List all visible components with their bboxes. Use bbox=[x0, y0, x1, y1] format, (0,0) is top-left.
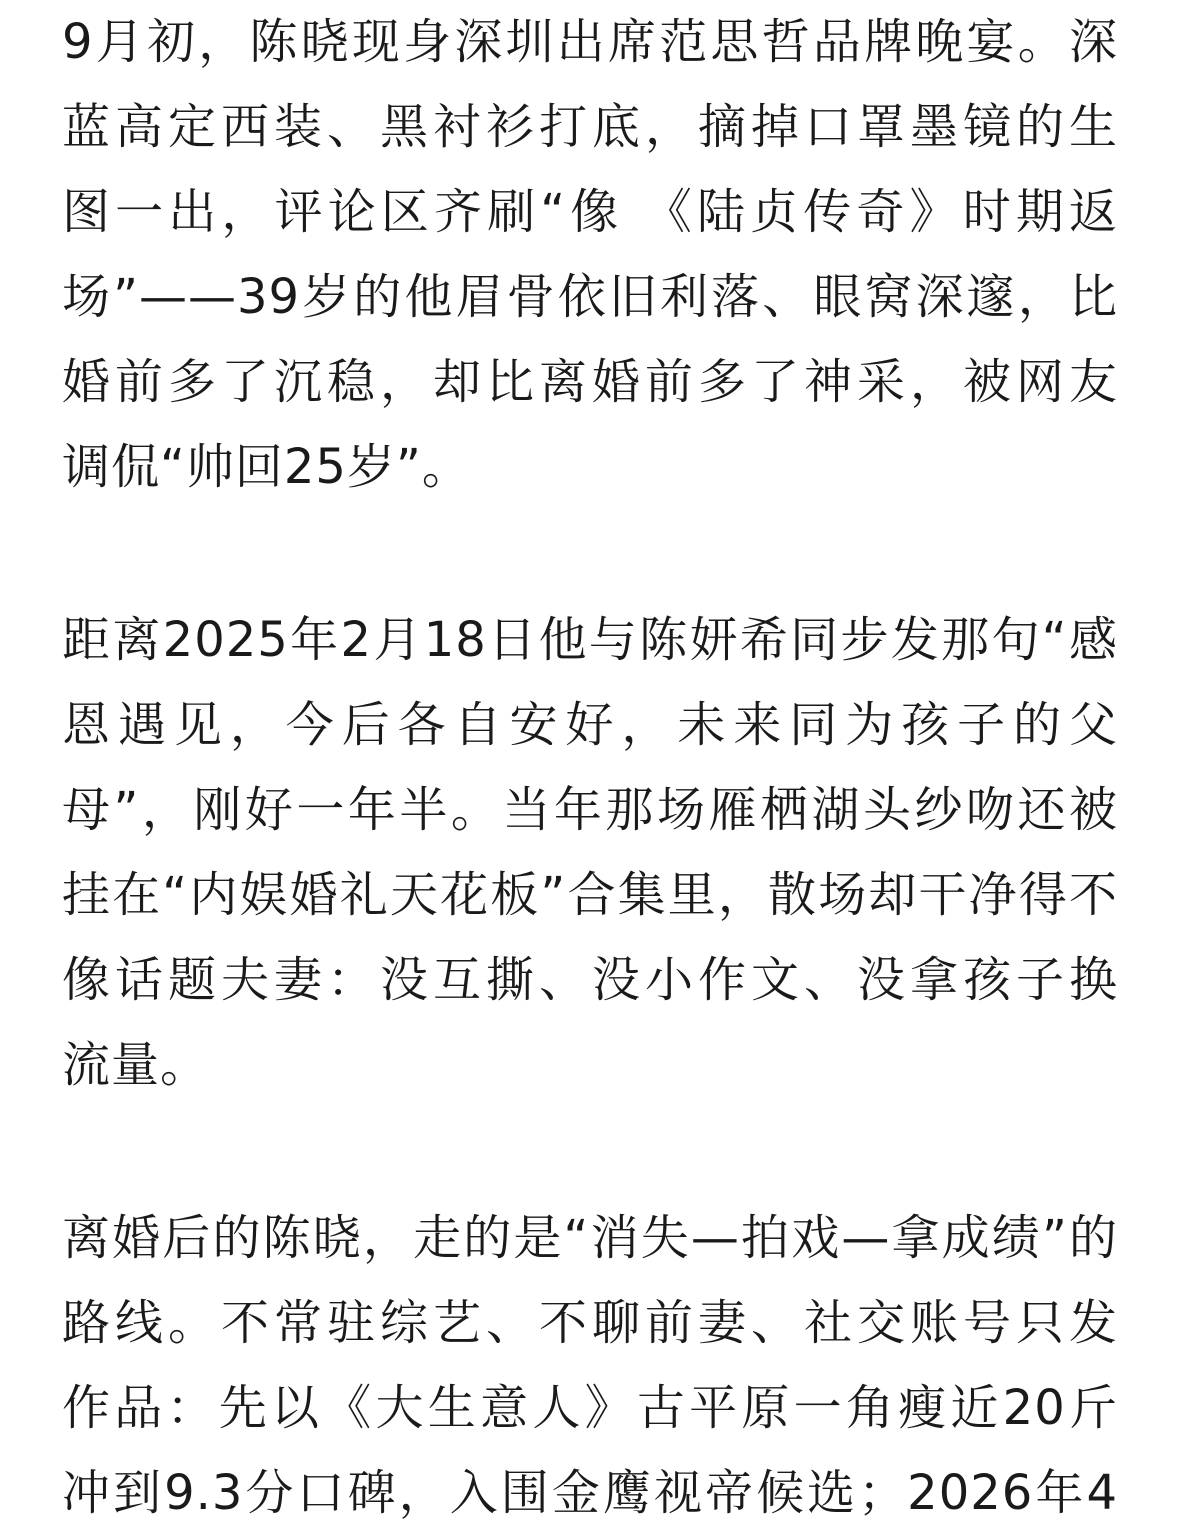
paragraph-3 bbox=[62, 1196, 1118, 1536]
text-line: 距离2025年2月18日他与陈妍希同步发那句“感 bbox=[62, 612, 1118, 668]
text-line: 冲到9.3分口碑，入围金鹰视帝候选；2026年4 bbox=[62, 1465, 1118, 1521]
paragraph-gap bbox=[62, 510, 1118, 598]
paragraph-1 bbox=[62, 0, 1118, 510]
text-line: 路线。不常驻综艺、不聊前妻、社交账号只发 bbox=[62, 1295, 1118, 1351]
paragraph-gap bbox=[62, 1108, 1118, 1196]
text-line: 蓝高定西装、黑衬衫打底，摘掉口罩墨镜的生 bbox=[62, 99, 1118, 155]
text-line: 9月初，陈晓现身深圳出席范思哲品牌晚宴。深 bbox=[62, 14, 1118, 70]
text-line: 挂在“内娱婚礼天花板”合集里，散场却干净得不 bbox=[62, 867, 1118, 923]
text-line: 调侃“帅回25岁”。 bbox=[62, 439, 471, 495]
text-line: 场”——39岁的他眉骨依旧利落、眼窝深邃，比 bbox=[62, 269, 1118, 325]
text-line: 母”，刚好一年半。当年那场雁栖湖头纱吻还被 bbox=[62, 782, 1118, 838]
text-line: 婚前多了沉稳，却比离婚前多了神采，被网友 bbox=[62, 354, 1118, 410]
text-line: 像话题夫妻：没互撕、没小作文、没拿孩子换 bbox=[62, 952, 1118, 1008]
paragraph-2 bbox=[62, 598, 1118, 1108]
text-line: 作品：先以《大生意人》古平原一角瘦近20斤 bbox=[62, 1380, 1118, 1436]
text-line: 流量。 bbox=[62, 1037, 210, 1093]
text-line: 图一出，评论区齐刷“像 《陆贞传奇》时期返 bbox=[62, 184, 1118, 240]
article-body bbox=[62, 0, 1118, 1536]
text-line: 恩遇见，今后各自安好，未来同为孩子的父 bbox=[62, 697, 1118, 753]
text-line: 离婚后的陈晓，走的是“消失—拍戏—拿成绩”的 bbox=[62, 1210, 1118, 1266]
